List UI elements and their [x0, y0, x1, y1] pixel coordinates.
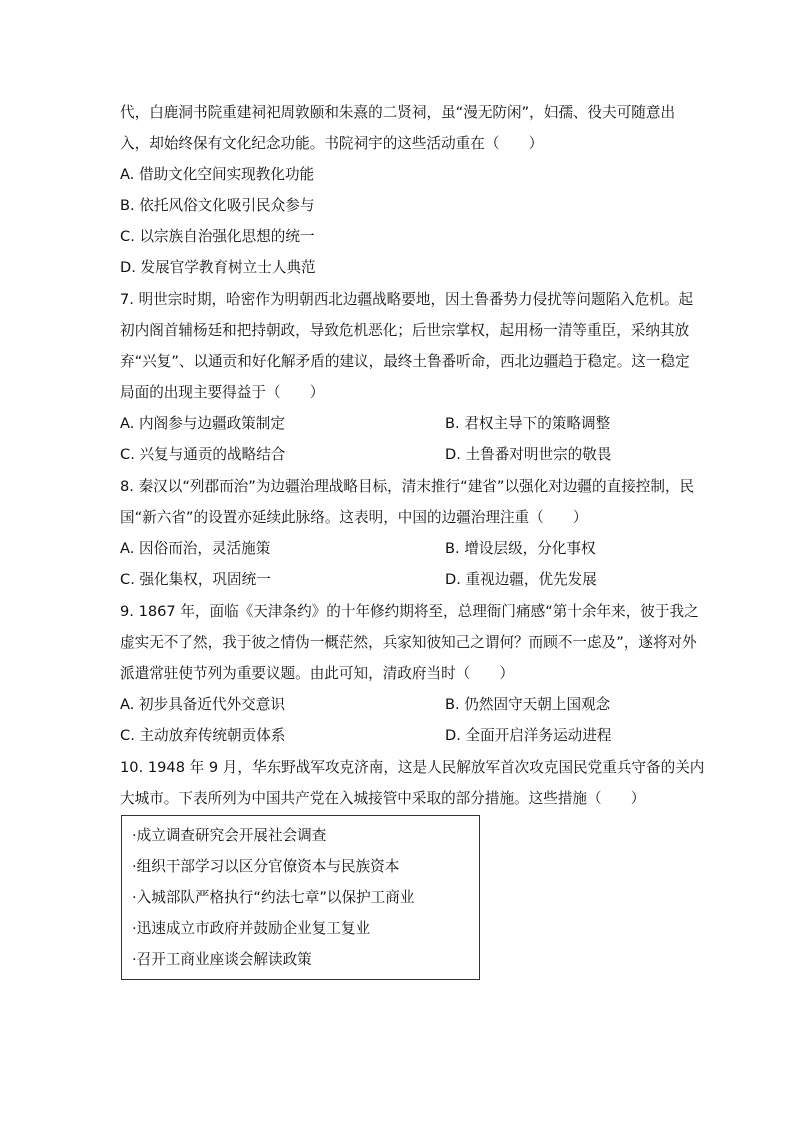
q9-stem-line-1: 9. 1867 年，面临《天津条约》的十年修约期将至，总理衙门痛感“第十余年来，彼于我之 [120, 603, 699, 620]
q7-option-a[interactable]: A. 内阁参与边疆政策制定 [120, 415, 285, 432]
q6-stem-line-1: 代，白鹿洞书院重建祠祀周敦颐和朱熹的二贤祠，虽“漫无防闲”，妇孺、役夫可随意出 [120, 104, 676, 121]
q7-option-b[interactable]: B. 君权主导下的策略调整 [445, 415, 611, 432]
q9-option-a[interactable]: A. 初步具备近代外交意识 [120, 696, 285, 713]
q7-stem-line-2: 初内阁首辅杨廷和把持朝政，导致危机恶化；后世宗掌权，起用杨一清等重臣，采纳其放 [120, 322, 690, 339]
q9-stem-line-2: 虚实无不了然，我于彼之情伪一概茫然，兵家知彼知己之谓何？而顾不一虑及”，遂将对外 [120, 634, 697, 651]
q8-stem-line-1: 8. 秦汉以“列郡而治”为边疆治理战略目标，清末推行“建省”以强化对边疆的直接控制，民 [120, 478, 695, 495]
q10-stem-line-1: 10. 1948 年 9 月，华东野战军攻克济南，这是人民解放军首次攻克国民党重兵守备的关内 [120, 759, 705, 776]
q6-option-d[interactable]: D. 发展官学教育树立士人典范 [120, 259, 316, 276]
table-row: ·组织干部学习以区分官僚资本与民族资本 [132, 858, 400, 875]
table-row: ·迅速成立市政府并鼓励企业复工复业 [132, 920, 371, 937]
table-row: ·召开工商业座谈会解读政策 [132, 951, 312, 968]
table-row: ·入城部队严格执行“约法七章”以保护工商业 [132, 889, 415, 906]
q7-stem-line-3: 弃“兴复”、以通贡和好化解矛盾的建议，最终土鲁番听命，西北边疆趋于稳定。这一稳定 [120, 353, 690, 370]
q9-stem-line-3: 派遣常驻使节列为重要议题。由此可知，清政府当时（ ） [120, 665, 515, 682]
q7-stem-line-1: 7. 明世宗时期，哈密作为明朝西北边疆战略要地，因土鲁番势力侵扰等问题陷入危机。起 [120, 291, 694, 308]
q7-option-d[interactable]: D. 土鲁番对明世宗的敬畏 [445, 446, 612, 463]
q7-option-c[interactable]: C. 兴复与通贡的战略结合 [120, 446, 286, 463]
q10-stem-line-2: 大城市。下表所列为中国共产党在入城接管中采取的部分措施。这些措施（ ） [120, 790, 646, 807]
q9-option-d[interactable]: D. 全面开启洋务运动进程 [445, 727, 612, 744]
q8-option-b[interactable]: B. 增设层级，分化事权 [445, 540, 596, 557]
q9-option-c[interactable]: C. 主动放弃传统朝贡体系 [120, 727, 286, 744]
q6-option-a[interactable]: A. 借助文化空间实现教化功能 [120, 166, 315, 183]
q8-stem-line-2: 国“新六省”的设置亦延续此脉络。这表明，中国的边疆治理注重（ ） [120, 509, 588, 526]
q8-option-d[interactable]: D. 重视边疆，优先发展 [445, 571, 597, 588]
q6-option-c[interactable]: C. 以宗族自治强化思想的统一 [120, 228, 315, 245]
q6-stem-line-2: 入，却始终保有文化纪念功能。书院祠宇的这些活动重在（ ） [120, 135, 544, 152]
table-row: ·成立调查研究会开展社会调查 [132, 827, 327, 844]
q9-option-b[interactable]: B. 仍然固守天朝上国观念 [445, 696, 611, 713]
q7-stem-line-4: 局面的出现主要得益于（ ） [120, 384, 325, 401]
q8-option-c[interactable]: C. 强化集权，巩固统一 [120, 571, 271, 588]
q8-option-a[interactable]: A. 因俗而治，灵活施策 [120, 540, 271, 557]
measures-table [121, 815, 480, 980]
q6-option-b[interactable]: B. 依托风俗文化吸引民众参与 [120, 197, 315, 214]
